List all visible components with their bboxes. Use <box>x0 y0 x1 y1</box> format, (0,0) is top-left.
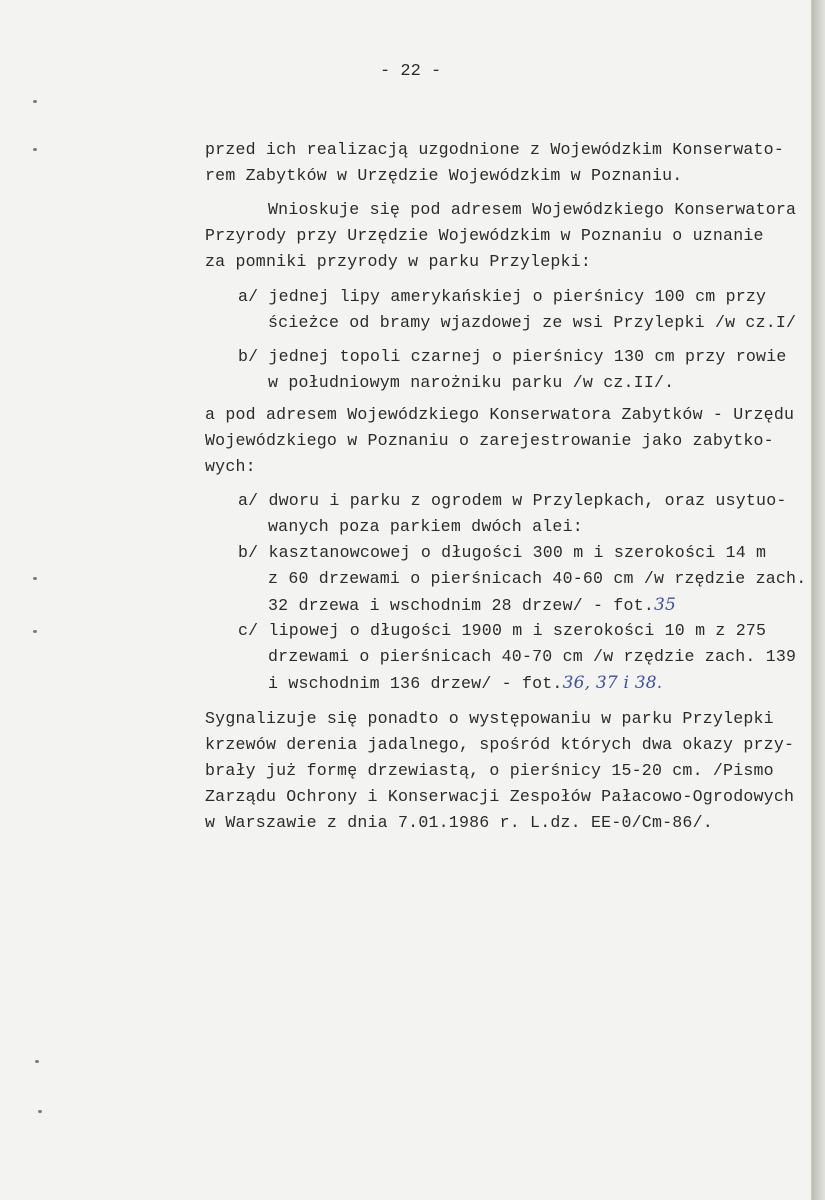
handwritten-photo-numbers: 36, 37 i 38. <box>562 673 663 693</box>
text-line: drzewami o pierśnicach 40-70 cm /w rzędzie zach. 139 <box>268 647 797 666</box>
text-line: b/ jednej topoli czarnej o pierśnicy 130 cm przy rowie <box>238 347 787 366</box>
text-line: a/ jednej lipy amerykańskiej o pierśnicy 100 cm przy <box>238 287 767 306</box>
margin-mark <box>38 1110 42 1113</box>
margin-mark <box>35 1060 39 1063</box>
text-line: Wojewódzkiego w Poznaniu o zarejestrowanie jako zabytko- <box>205 431 774 450</box>
text-line: Wnioskuje się pod adresem Wojewódzkiego Konserwatora <box>268 200 797 219</box>
text-line: wanych poza parkiem dwóch alei: <box>268 517 583 536</box>
text-line: w południowym narożniku parku /w cz.II/. <box>268 373 675 392</box>
margin-mark <box>33 148 37 151</box>
text-line: a/ dworu i parku z ogrodem w Przylepkach, oraz usytuo- <box>238 491 787 510</box>
margin-mark <box>33 100 37 103</box>
text-line: rem Zabytków w Urzędzie Wojewódzkim w Poznaniu. <box>205 166 683 185</box>
handwritten-photo-number: 35 <box>654 595 677 615</box>
text-line: Przyrody przy Urzędzie Wojewódzkim w Poznaniu o uznanie <box>205 226 764 245</box>
text-line: ścieżce od bramy wjazdowej ze wsi Przylepki /w cz.I/ <box>268 313 797 332</box>
text-line: Sygnalizuje się ponadto o występowaniu w parku Przylepki <box>205 709 774 728</box>
text-line: b/ kasztanowcowej o długości 300 m i szerokości 14 m <box>238 543 767 562</box>
text-line: a pod adresem Wojewódzkiego Konserwatora Zabytków - Urzędu <box>205 405 795 424</box>
text-line: 32 drzewa i wschodnim 28 drzew/ - fot.35 <box>268 595 677 615</box>
margin-mark <box>33 577 37 580</box>
text-line: wych: <box>205 457 256 476</box>
page-number: - 22 - <box>380 62 442 81</box>
text-line: z 60 drzewami o pierśnicach 40-60 cm /w rzędzie zach. <box>268 569 807 588</box>
text-line: Zarządu Ochrony i Konserwacji Zespołów Pałacowo-Ogrodowych <box>205 787 795 806</box>
text-line: za pomniki przyrody w parku Przylepki: <box>205 252 591 271</box>
text-line: przed ich realizacją uzgodnione z Wojewódzkim Konserwato- <box>205 140 784 159</box>
page-edge <box>812 0 825 1200</box>
margin-mark <box>33 630 37 633</box>
text-line: brały już formę drzewiastą, o pierśnicy 15-20 cm. /Pismo <box>205 761 774 780</box>
text-line: w Warszawie z dnia 7.01.1986 r. L.dz. EE-0/Cm-86/. <box>205 813 713 832</box>
text-line: c/ lipowej o długości 1900 m i szerokości 10 m z 275 <box>238 621 767 640</box>
text-line: i wschodnim 136 drzew/ - fot.36, 37 i 38. <box>268 673 663 693</box>
text-line: krzewów derenia jadalnego, spośród których dwa okazy przy- <box>205 735 795 754</box>
